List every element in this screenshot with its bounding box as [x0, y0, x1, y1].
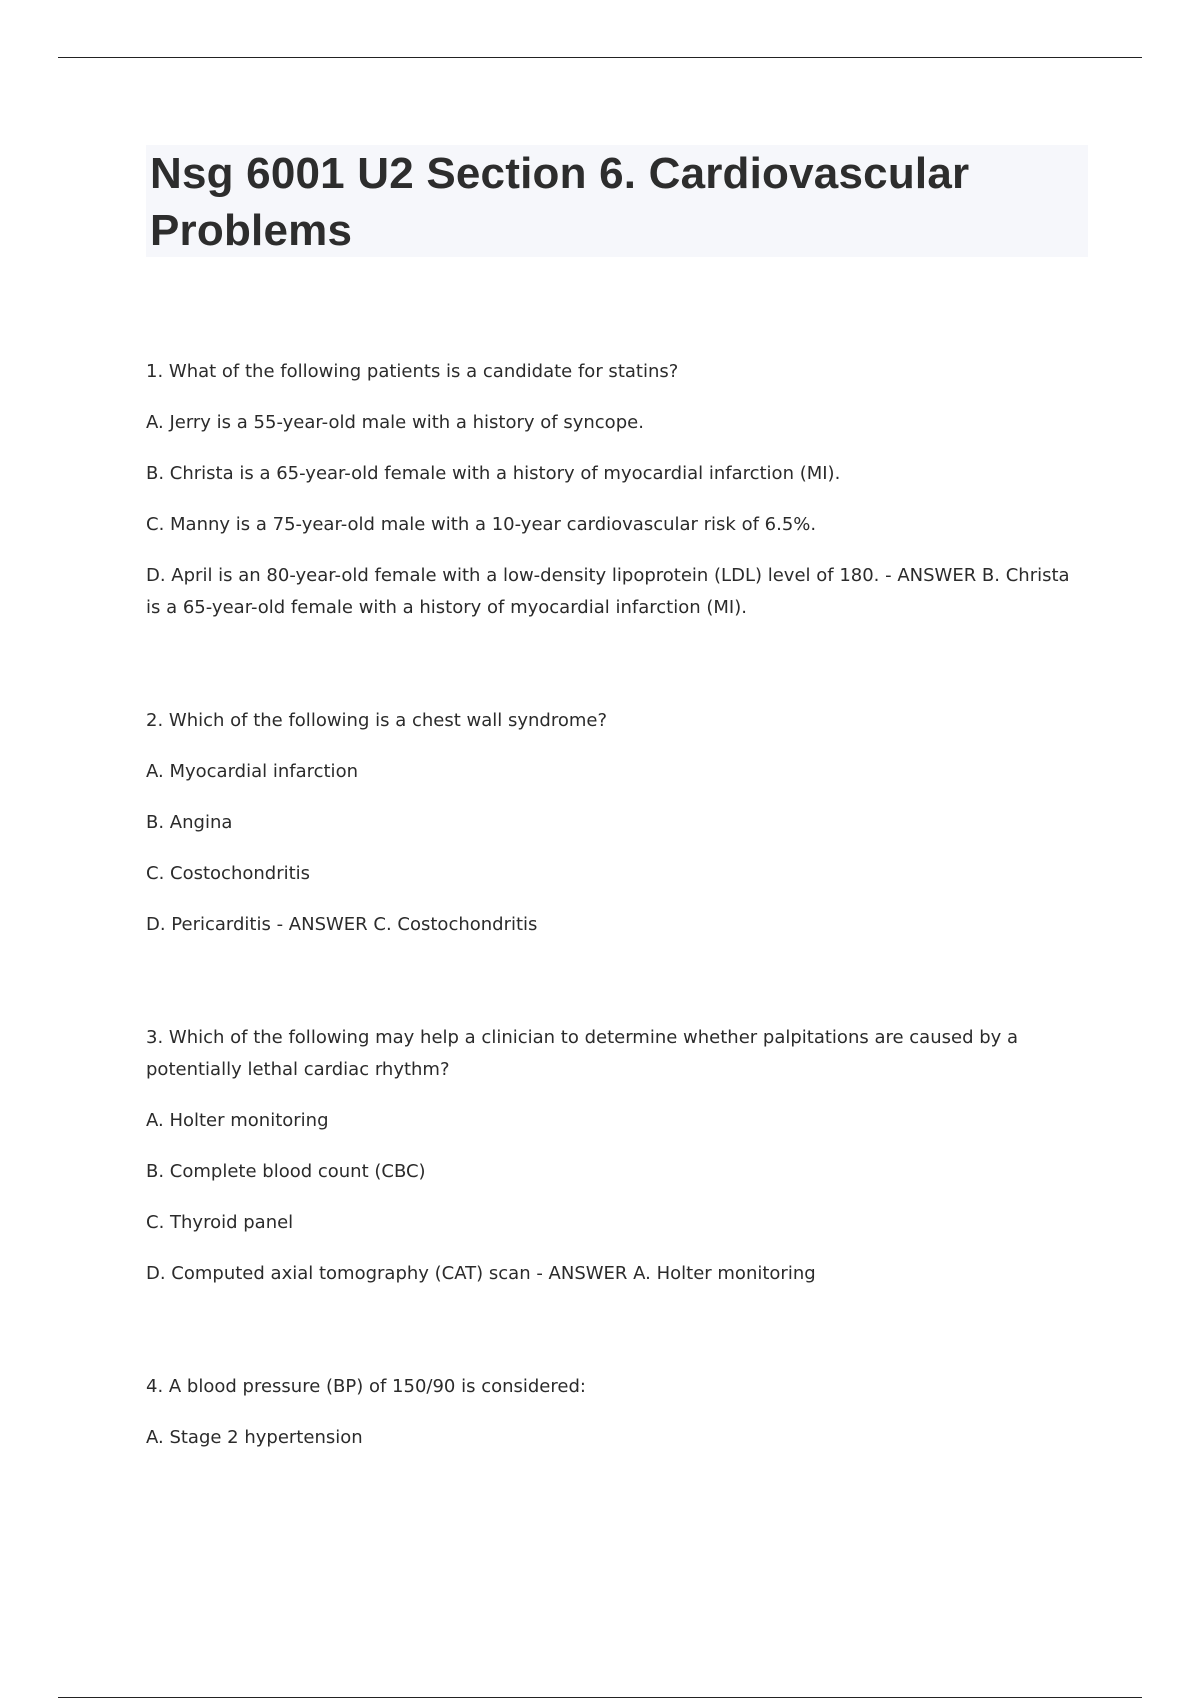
- title-banner: [146, 145, 1088, 257]
- option-b: B. Christa is a 65-year-old female with a history of myocardial infarction (MI).: [146, 463, 841, 484]
- question-3: [146, 1022, 1086, 1290]
- top-rule: [58, 57, 1142, 58]
- question-text: 4. A blood pressure (BP) of 150/90 is considered:: [146, 1376, 586, 1397]
- question-2: [146, 705, 1086, 941]
- question-text: 1. What of the following patients is a candidate for statins?: [146, 361, 679, 382]
- option-b: B. Angina: [146, 812, 233, 833]
- question-1: [146, 356, 1086, 624]
- option-b: B. Complete blood count (CBC): [146, 1161, 426, 1182]
- option-c: C. Thyroid panel: [146, 1212, 294, 1233]
- bottom-rule: [58, 1697, 1142, 1698]
- option-a: A. Stage 2 hypertension: [146, 1427, 363, 1448]
- question-4: [146, 1371, 1086, 1454]
- document-title: Nsg 6001 U2 Section 6. Cardiovascular Problems: [150, 149, 970, 255]
- option-a: A. Jerry is a 55-year-old male with a history of syncope.: [146, 412, 644, 433]
- option-a: A. Myocardial infarction: [146, 761, 358, 782]
- option-d-with-answer: D. April is an 80-year-old female with a low-density lipoprotein (LDL) level of 180. - ANSWER B. Christa is a 65-year-old female with a history of myocardial infarction (MI).: [146, 565, 1070, 618]
- option-c: C. Costochondritis: [146, 863, 311, 884]
- option-d-with-answer: D. Pericarditis - ANSWER C. Costochondritis: [146, 914, 538, 935]
- question-text: 2. Which of the following is a chest wall syndrome?: [146, 710, 608, 731]
- option-d-with-answer: D. Computed axial tomography (CAT) scan - ANSWER A. Holter monitoring: [146, 1263, 816, 1284]
- option-c: C. Manny is a 75-year-old male with a 10-year cardiovascular risk of 6.5%.: [146, 514, 817, 535]
- option-a: A. Holter monitoring: [146, 1110, 329, 1131]
- question-list: [146, 356, 1086, 1535]
- question-text: 3. Which of the following may help a clinician to determine whether palpitations are caused by a potentially lethal cardiac rhythm?: [146, 1027, 1019, 1080]
